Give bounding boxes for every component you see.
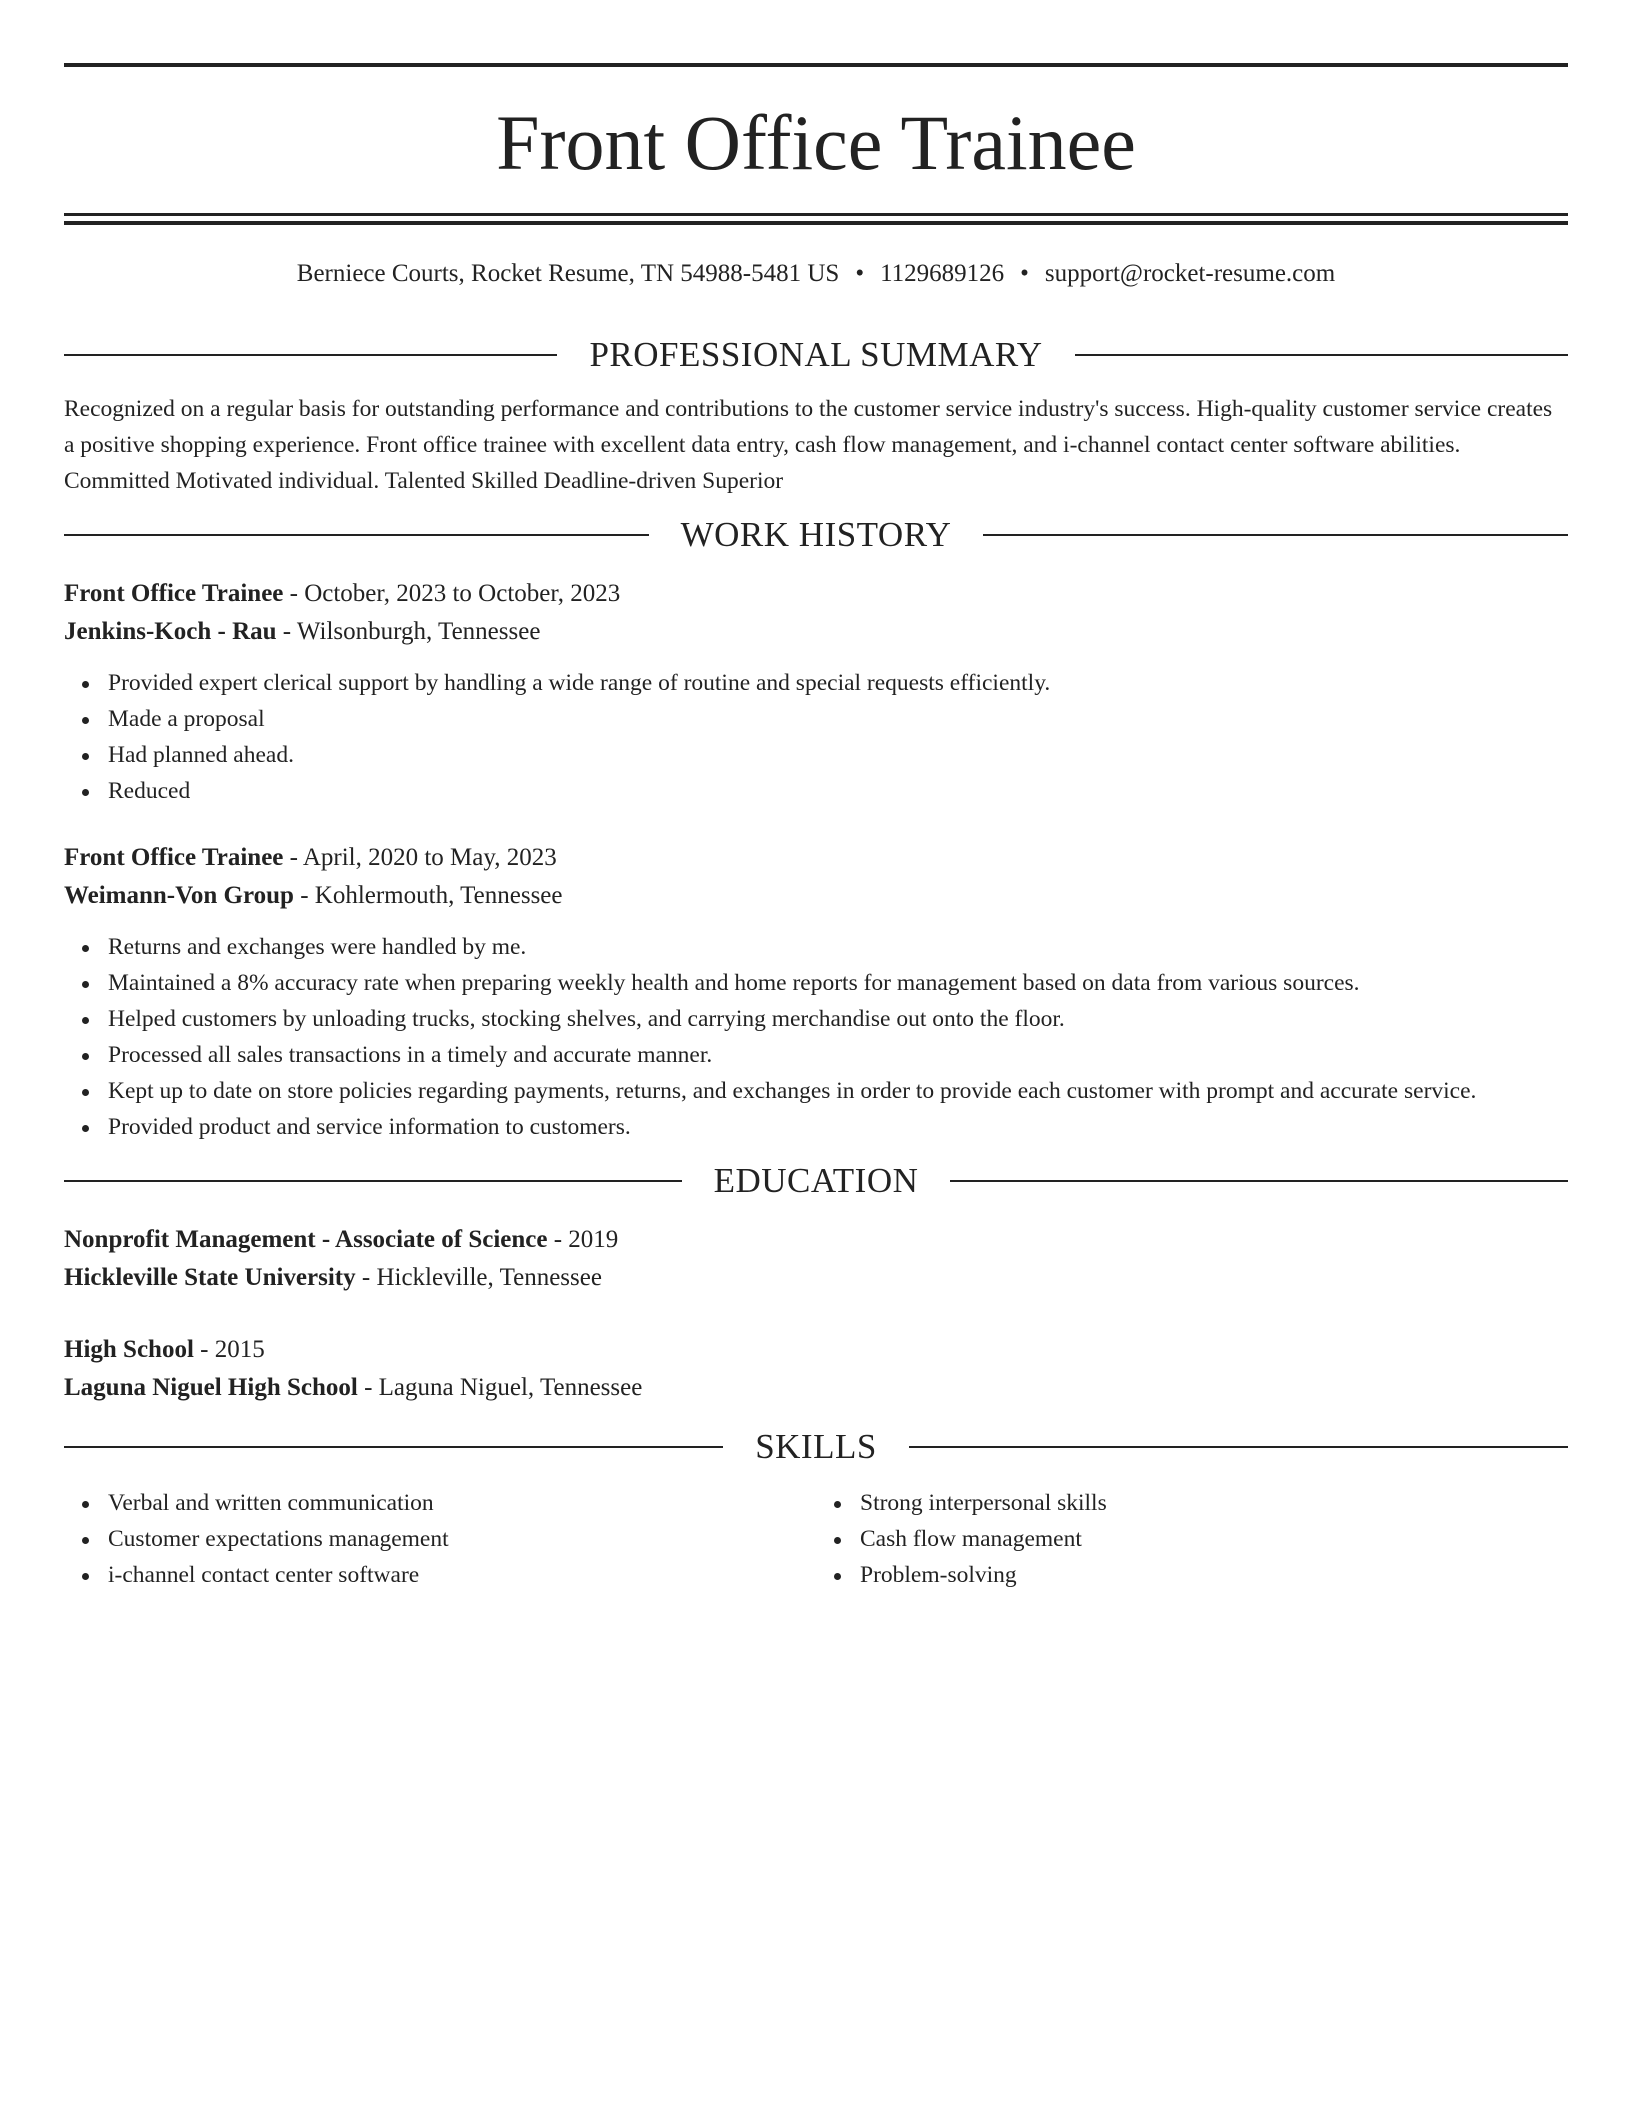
job-dates: - October, 2023 to October, 2023: [283, 580, 621, 607]
skill-item: Verbal and written communication: [108, 1485, 816, 1521]
list-item: Processed all sales transactions in a timely and accurate manner.: [108, 1037, 1568, 1073]
section-rule: [950, 1180, 1568, 1182]
list-item: Maintained a 8% accuracy rate when preparing weekly health and home reports for management based on data from various sources.: [108, 965, 1568, 1001]
section-title: PROFESSIONAL SUMMARY: [589, 335, 1043, 374]
job-location: - Wilsonburgh, Tennessee: [276, 618, 541, 645]
section-rule: [64, 1180, 682, 1182]
skills-list-left: [64, 1485, 816, 1593]
education-entry: [64, 1221, 1568, 1297]
graduation-year: - 2019: [547, 1226, 619, 1253]
resume-title: Front Office Trainee: [496, 99, 1136, 186]
job-title-line: [64, 575, 1568, 613]
job-employer: Weimann-Von Group: [64, 882, 294, 909]
section-header-skills: [64, 1427, 1568, 1467]
section-header-work-history: [64, 515, 1568, 555]
job-title: Front Office Trainee: [64, 580, 284, 607]
degree-line: [64, 1331, 1568, 1369]
skill-item: i-channel contact center software: [108, 1557, 816, 1593]
degree-line: [64, 1221, 1568, 1259]
job-bullets: [64, 665, 1568, 809]
list-item: Kept up to date on store policies regarding payments, returns, and exchanges in order to provide each customer with prompt and accurate service.: [108, 1073, 1568, 1109]
job-title: Front Office Trainee: [64, 844, 284, 871]
list-item: Provided product and service information to customers.: [108, 1109, 1568, 1145]
section-rule: [64, 534, 649, 536]
job-entry: [64, 575, 1568, 809]
graduation-year: - 2015: [193, 1336, 265, 1363]
section-header-summary: [64, 335, 1568, 375]
list-item: Helped customers by unloading trucks, stocking shelves, and carrying merchandise out onto the floor.: [108, 1001, 1568, 1037]
contact-email: support@rocket-resume.com: [1044, 260, 1336, 287]
skills-columns: [64, 1485, 1568, 1593]
list-item: Made a proposal: [108, 701, 1568, 737]
school: Laguna Niguel High School: [64, 1374, 358, 1401]
section-rule: [983, 534, 1568, 536]
degree: High School: [64, 1336, 194, 1363]
summary-text: Recognized on a regular basis for outstanding performance and contributions to the customer service industry's success. High-quality customer service creates a positive shopping experience. Front office trainee with excellent data entry, cash flow management, and i-channel contact center software abilities. Committed Motivated individual. Talented Skilled Deadline-driven Superior: [64, 396, 1553, 494]
skill-item: Customer expectations management: [108, 1521, 816, 1557]
degree: Nonprofit Management - Associate of Science: [64, 1226, 548, 1253]
school-line: [64, 1369, 1568, 1407]
school-location: - Hickleville, Tennessee: [355, 1264, 602, 1291]
contact-phone: 1129689126: [880, 260, 1005, 287]
top-rule: [64, 63, 1568, 67]
contact-separator: •: [1020, 260, 1029, 287]
section-rule: [64, 1446, 723, 1448]
job-employer-line: [64, 613, 1568, 651]
list-item: Provided expert clerical support by handling a wide range of routine and special requests efficiently.: [108, 665, 1568, 701]
skill-item: Problem-solving: [860, 1557, 1568, 1593]
skills-list-right: [816, 1485, 1568, 1593]
section-rule: [1075, 354, 1568, 356]
list-item: Had planned ahead.: [108, 737, 1568, 773]
section-title: SKILLS: [755, 1427, 877, 1466]
list-item: Returns and exchanges were handled by me.: [108, 929, 1568, 965]
contact-separator: •: [855, 260, 865, 287]
contact-info: [64, 259, 1568, 289]
job-title-line: [64, 839, 1568, 877]
job-location: - Kohlermouth, Tennessee: [293, 882, 563, 909]
education-entry: [64, 1331, 1568, 1407]
skill-item: Cash flow management: [860, 1521, 1568, 1557]
section-title: WORK HISTORY: [680, 515, 952, 554]
title-double-rule: [64, 213, 1568, 225]
job-employer-line: [64, 877, 1568, 915]
school: Hickleville State University: [64, 1264, 356, 1291]
section-header-education: [64, 1161, 1568, 1201]
section-rule: [909, 1446, 1568, 1448]
skill-item: Strong interpersonal skills: [860, 1485, 1568, 1521]
job-dates: - April, 2020 to May, 2023: [283, 844, 557, 871]
school-line: [64, 1259, 1568, 1297]
section-title: EDUCATION: [713, 1161, 919, 1200]
job-entry: [64, 839, 1568, 1145]
section-rule: [64, 354, 557, 356]
resume-content: [64, 0, 1568, 1593]
school-location: - Laguna Niguel, Tennessee: [357, 1374, 643, 1401]
job-bullets: [64, 929, 1568, 1145]
contact-address: Berniece Courts, Rocket Resume, TN 54988-5481 US: [296, 260, 840, 287]
list-item: Reduced: [108, 773, 1568, 809]
job-employer: Jenkins-Koch - Rau: [64, 618, 277, 645]
